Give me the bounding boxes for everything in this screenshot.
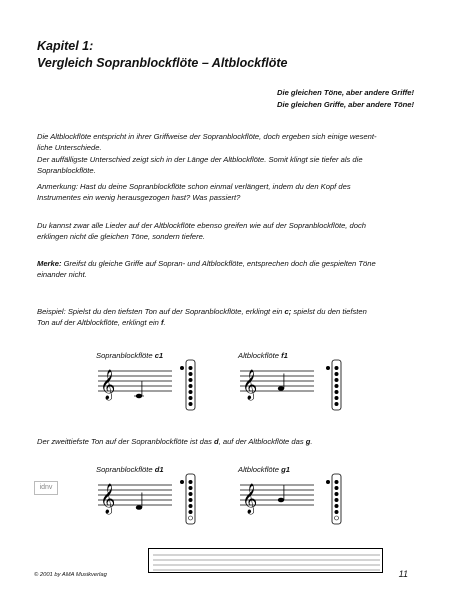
figure-label-alto-g1: Altblockflöte g1 [238,465,290,474]
paragraph-note [37,181,417,204]
text-line: erklingen nicht die gleichen Töne, sondern tiefere. [37,232,206,242]
text-line: Ton auf der Altblockflöte, erklingt ein f. [37,318,166,328]
text-line: liche Unterschiede. [37,143,102,153]
text-line: Sopranblockflöte. [37,165,96,175]
chapter-heading: Kapitel 1: [37,39,94,53]
text-line: Anmerkung: Hast du deine Sopranblockflöte schon einmal verlängert, indem du den Kopf des [37,182,351,191]
page-number: 11 [398,569,408,579]
paragraph-example [37,306,417,329]
text-line: Beispiel: Spielst du den tiefsten Ton auf der Sopranblockflöte, erklingt ein c; spielst du den tiefsten [37,307,367,316]
figure-label-soprano-d1: Sopranblockflöte d1 [96,465,164,474]
recorder-fingering-icon [180,474,195,524]
text-line: Du kannst zwar alle Lieder auf der Altblockflöte ebenso greifen wie auf der Sopranblockflöte, doch [37,221,366,230]
figure-label-alto-f1: Altblockflöte f1 [238,351,288,360]
notation-soprano-c1 [90,355,210,415]
treble-clef-icon: 𝄞 [242,484,258,514]
note-c1 [134,381,144,398]
motto-line-1: Die gleichen Töne, aber andere Griffe! [276,88,414,97]
text-line: einander nicht. [37,270,87,280]
paragraph-songs [37,220,417,243]
notation-alto-g1 [232,469,352,529]
notation-alto-f1 [232,355,352,415]
merke-label: Merke: [37,259,62,268]
treble-clef-icon: 𝄞 [100,484,116,514]
note-name: c; [284,307,292,316]
note-name: g [305,437,311,446]
chapter-subtitle: Vergleich Sopranblockflöte – Altblockflöte [37,56,288,70]
note-name: f [160,318,164,328]
text-line: Die Altblockflöte entspricht in ihrer Griffweise der Sopranblockflöte, doch ergeben sich einige wesent- [37,132,377,141]
figure-label-soprano-c1: Sopranblockflöte c1 [96,351,164,360]
text-line: Der zweittiefste Ton auf der Sopranblockflöte ist das d, auf der Altblockflöte das g. [37,437,313,446]
paragraph-intro [37,131,417,176]
recorder-fingering-icon [180,360,195,410]
treble-clef-icon: 𝄞 [100,370,116,400]
note-g1 [278,485,284,502]
watermark-badge: idnv [34,481,58,495]
paragraph-merke [37,258,417,281]
recorder-fingering-icon [326,360,341,410]
motto-line-2: Die gleichen Griffe, aber andere Töne! [276,100,414,109]
treble-clef-icon: 𝄞 [242,370,258,400]
note-name: d [214,437,219,446]
paragraph-second-tone [37,436,417,447]
recorder-fingering-icon [326,474,341,524]
text-line: Instrumentes ein wenig herausgezogen hast? Was passiert? [37,193,241,203]
text-line: Der auffälligste Unterschied zeigt sich in der Länge der Altblockflöte. Somit klingt sie tiefer als die [37,154,363,164]
text-line: Merke: Greifst du gleiche Griffe auf Sopran- und Altblockflöte, entsprechen doch die gespielten Töne [37,259,376,268]
copyright-notice: © 2001 by AMA Musikverlag [34,572,107,578]
notation-soprano-d1 [90,469,210,529]
blank-staff-box [148,548,384,574]
